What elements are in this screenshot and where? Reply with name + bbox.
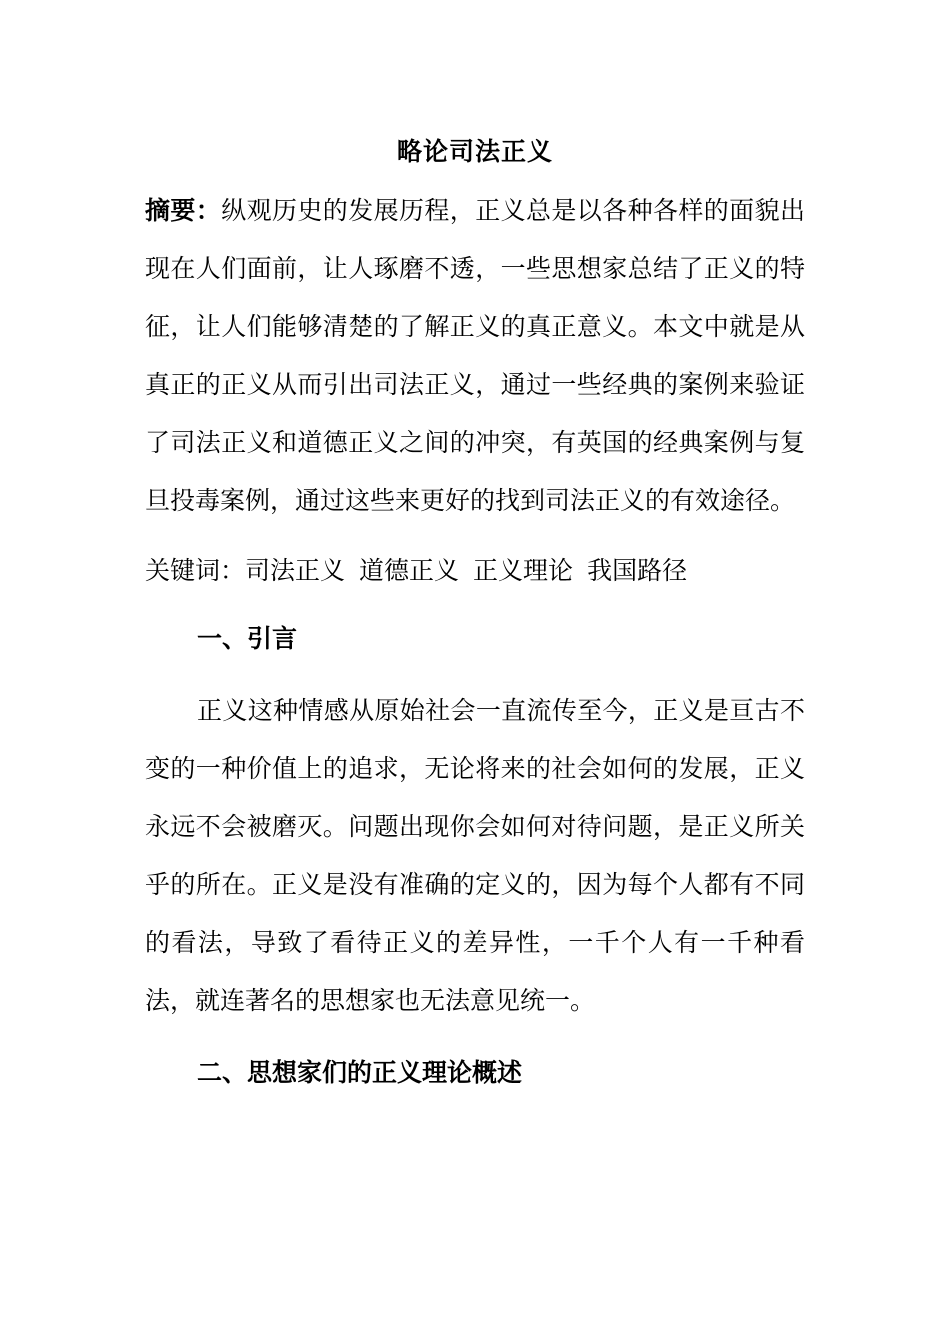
keyword-item: 我国路径	[587, 556, 688, 585]
section-heading-introduction: 一、引言	[197, 624, 298, 653]
abstract-paragraph	[145, 182, 805, 530]
section-heading-theories: 二、思想家们的正义理论概述	[197, 1058, 523, 1087]
keyword-item: 道德正义	[359, 556, 460, 585]
keyword-item: 正义理论	[473, 556, 574, 585]
section-paragraph-introduction: 正义这种情感从原始社会一直流传至今，正义是亘古不变的一种价值上的追求，无论将来的社会如何的发展，正义永远不会被磨灭。问题出现你会如何对待问题，是正义所关乎的所在。正义是没有准确的定义的，因为每个人都有不同的看法，导致了看待正义的差异性，一千个人有一千种看法，就连著名的思想家也无法意见统一。	[145, 696, 805, 1015]
document-title: 略论司法正义	[396, 137, 553, 166]
keyword-item: 司法正义	[245, 556, 346, 585]
document-page	[145, 128, 805, 1102]
abstract-text: 纵观历史的发展历程，正义总是以各种各样的面貌出现在人们面前，让人琢磨不透，一些思想家总结了正义的特征，让人们能够清楚的了解正义的真正意义。本文中就是从真正的正义从而引出司法正义，通过一些经典的案例来验证了司法正义和道德正义之间的冲突，有英国的经典案例与复旦投毒案例，通过这些来更好的找到司法正义的有效途径。	[145, 196, 805, 515]
keywords-line	[145, 542, 805, 600]
abstract-label: 摘要：	[145, 196, 222, 225]
keywords-label: 关键词：	[145, 556, 246, 585]
